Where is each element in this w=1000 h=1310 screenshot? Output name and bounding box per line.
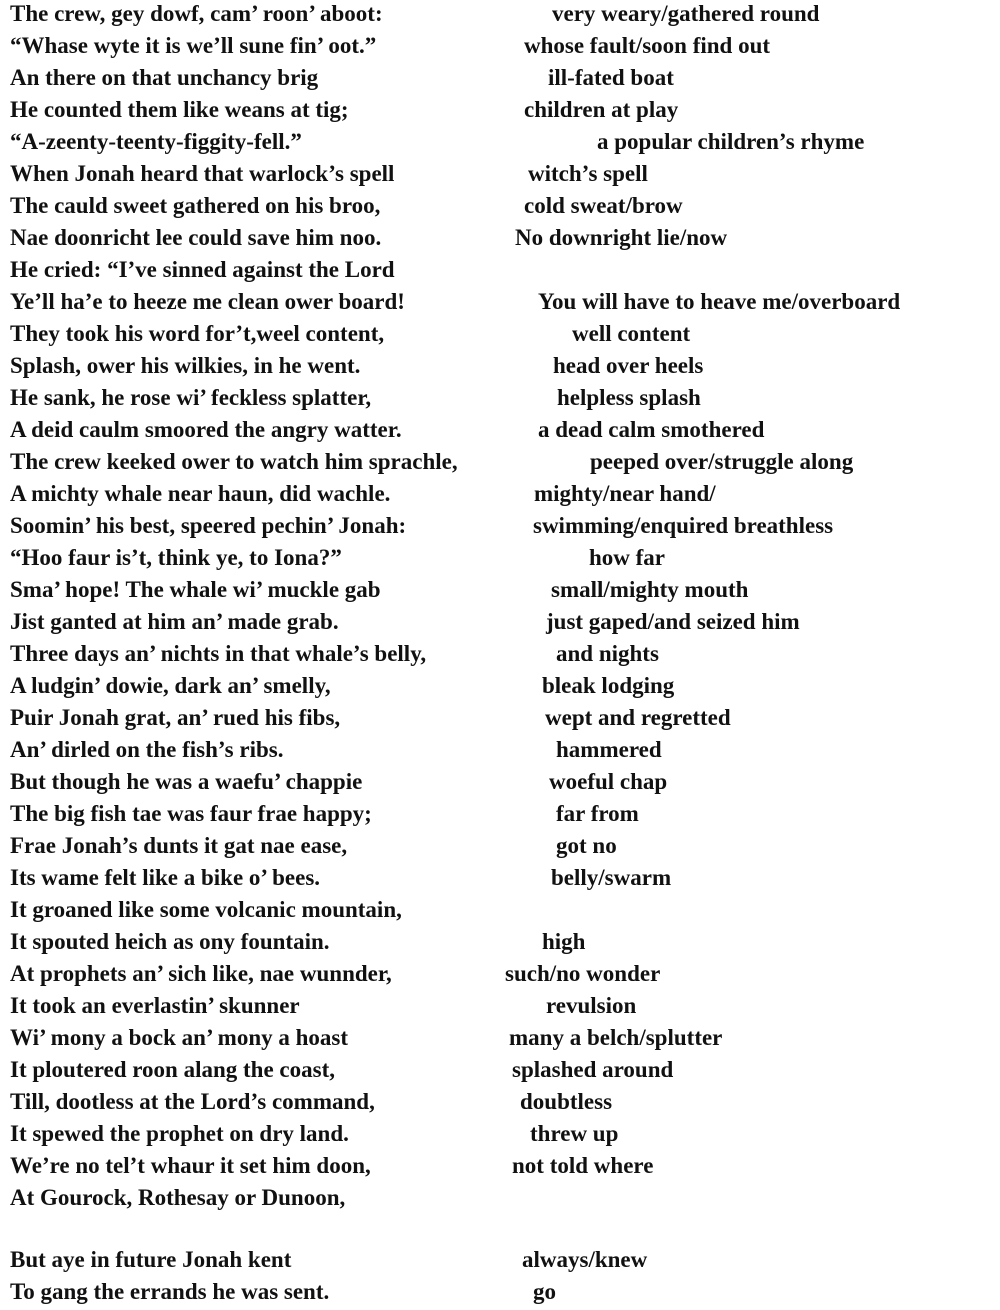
verse-text: Three days an’ nichts in that whale’s belly, xyxy=(10,641,427,666)
verse-text: It spouted heich as ony fountain. xyxy=(10,929,330,954)
poem-line xyxy=(0,768,1000,800)
verse-text: Soomin’ his best, speered pechin’ Jonah: xyxy=(10,513,407,538)
poem-line xyxy=(0,192,1000,224)
verse-text: The cauld sweet gathered on his broo, xyxy=(10,193,381,218)
gloss-text: children at play xyxy=(524,97,679,122)
gloss-text: how far xyxy=(589,545,666,570)
poem-line xyxy=(0,928,1000,960)
verse-text: But aye in future Jonah kent xyxy=(10,1247,292,1272)
poem-line xyxy=(0,128,1000,160)
gloss-text: mighty/near hand/ xyxy=(534,481,716,506)
gloss-text: high xyxy=(542,929,586,954)
poem-line xyxy=(0,896,1000,928)
poem-line xyxy=(0,320,1000,352)
gloss-text: threw up xyxy=(530,1121,619,1146)
gloss-text: woeful chap xyxy=(549,769,668,794)
poem-line xyxy=(0,1120,1000,1152)
verse-text: A michty whale near haun, did wachle. xyxy=(10,481,391,506)
verse-text: Frae Jonah’s dunts it gat nae ease, xyxy=(10,833,348,858)
poem-line xyxy=(0,32,1000,64)
verse-text: The crew, gey dowf, cam’ roon’ aboot: xyxy=(10,1,383,26)
gloss-text: many a belch/splutter xyxy=(509,1025,723,1050)
verse-text: Till, dootless at the Lord’s command, xyxy=(10,1089,375,1114)
poem-line xyxy=(0,992,1000,1024)
verse-text: At Gourock, Rothesay or Dunoon, xyxy=(10,1185,346,1210)
poem-line xyxy=(0,448,1000,480)
poem-line xyxy=(0,736,1000,768)
poem-line xyxy=(0,576,1000,608)
gloss-text: ill-fated boat xyxy=(548,65,674,90)
verse-text: The crew keeked ower to watch him sprachle, xyxy=(10,449,458,474)
poem-line xyxy=(0,480,1000,512)
verse-text: It groaned like some volcanic mountain, xyxy=(10,897,402,922)
poem-line xyxy=(0,1056,1000,1088)
verse-text: “Whase wyte it is we’ll sune fin’ oot.” xyxy=(10,33,377,58)
gloss-text: whose fault/soon find out xyxy=(524,33,771,58)
poem-line xyxy=(0,256,1000,288)
gloss-text: always/knew xyxy=(522,1247,648,1272)
verse-text: Ye’ll ha’e to heeze me clean ower board! xyxy=(10,289,405,314)
gloss-text: and nights xyxy=(556,641,659,666)
gloss-text: wept and regretted xyxy=(545,705,731,730)
gloss-text: such/no wonder xyxy=(505,961,661,986)
verse-text: Sma’ hope! The whale wi’ muckle gab xyxy=(10,577,381,602)
poem-line xyxy=(0,800,1000,832)
poem-line xyxy=(0,704,1000,736)
gloss-text: far from xyxy=(556,801,639,826)
verse-text: Jist ganted at him an’ made grab. xyxy=(10,609,339,634)
gloss-text: revulsion xyxy=(546,993,637,1018)
poem-line xyxy=(0,384,1000,416)
gloss-text: hammered xyxy=(556,737,662,762)
poem-line xyxy=(0,288,1000,320)
verse-text: Its wame felt like a bike o’ bees. xyxy=(10,865,321,890)
verse-text: But though he was a waefu’ chappie xyxy=(10,769,363,794)
verse-text: We’re no tel’t whaur it set him doon, xyxy=(10,1153,371,1178)
poem-line xyxy=(0,832,1000,864)
gloss-text: head over heels xyxy=(553,353,704,378)
gloss-text: doubtless xyxy=(520,1089,613,1114)
verse-text: Splash, ower his wilkies, in he went. xyxy=(10,353,361,378)
poem-line xyxy=(0,224,1000,256)
poem-line xyxy=(0,512,1000,544)
poem-line xyxy=(0,1184,1000,1216)
gloss-text: cold sweat/brow xyxy=(524,193,683,218)
poem-line xyxy=(0,352,1000,384)
verse-text: “Hoo faur is’t, think ye, to Iona?” xyxy=(10,545,342,570)
gloss-text: well content xyxy=(572,321,691,346)
poem-line xyxy=(0,960,1000,992)
verse-text: To gang the errands he was sent. xyxy=(10,1279,330,1304)
verse-text: At prophets an’ sich like, nae wunnder, xyxy=(10,961,392,986)
gloss-text: go xyxy=(533,1279,556,1304)
verse-text: “A-zeenty-teenty-figgity-fell.” xyxy=(10,129,302,154)
verse-text: He counted them like weans at tig; xyxy=(10,97,349,122)
gloss-text: helpless splash xyxy=(557,385,701,410)
gloss-text: bleak lodging xyxy=(542,673,675,698)
poem-line xyxy=(0,1024,1000,1056)
gloss-text: belly/swarm xyxy=(551,865,672,890)
gloss-text: witch’s spell xyxy=(528,161,648,186)
poem-line xyxy=(0,1088,1000,1120)
poem-line xyxy=(0,1152,1000,1184)
poem-line xyxy=(0,640,1000,672)
poem-line xyxy=(0,544,1000,576)
poem-line xyxy=(0,1278,1000,1310)
gloss-text: swimming/enquired breathless xyxy=(533,513,834,538)
verse-text: It ploutered roon alang the coast, xyxy=(10,1057,335,1082)
verse-text: Wi’ mony a bock an’ mony a hoast xyxy=(10,1025,349,1050)
poem-line xyxy=(0,0,1000,32)
verse-text: When Jonah heard that warlock’s spell xyxy=(10,161,395,186)
gloss-text: peeped over/struggle along xyxy=(590,449,854,474)
verse-text: The big fish tae was faur frae happy; xyxy=(10,801,372,826)
poem-line xyxy=(0,1246,1000,1278)
gloss-text: small/mighty mouth xyxy=(551,577,749,602)
gloss-text: a popular children’s rhyme xyxy=(597,129,865,154)
poem-line xyxy=(0,608,1000,640)
gloss-text: You will have to heave me/overboard xyxy=(538,289,901,314)
verse-text: A deid caulm smoored the angry watter. xyxy=(10,417,402,442)
poem-line xyxy=(0,96,1000,128)
verse-text: Nae doonricht lee could save him noo. xyxy=(10,225,382,250)
gloss-text: No downright lie/now xyxy=(515,225,728,250)
poem-line xyxy=(0,416,1000,448)
verse-text: A ludgin’ dowie, dark an’ smelly, xyxy=(10,673,331,698)
gloss-text: just gaped/and seized him xyxy=(546,609,800,634)
verse-text: It spewed the prophet on dry land. xyxy=(10,1121,349,1146)
verse-text: It took an everlastin’ skunner xyxy=(10,993,300,1018)
poem-line xyxy=(0,672,1000,704)
poem-line xyxy=(0,64,1000,96)
verse-text: They took his word for’t,weel content, xyxy=(10,321,385,346)
poem-line xyxy=(0,864,1000,896)
poem-line xyxy=(0,160,1000,192)
verse-text: Puir Jonah grat, an’ rued his fibs, xyxy=(10,705,341,730)
gloss-text: splashed around xyxy=(512,1057,674,1082)
verse-text: An there on that unchancy brig xyxy=(10,65,319,90)
gloss-text: not told where xyxy=(512,1153,654,1178)
gloss-text: got no xyxy=(556,833,617,858)
gloss-text: very weary/gathered round xyxy=(552,1,820,26)
verse-text: He cried: “I’ve sinned against the Lord xyxy=(10,257,395,282)
gloss-text: a dead calm smothered xyxy=(538,417,765,442)
verse-text: He sank, he rose wi’ feckless splatter, xyxy=(10,385,372,410)
verse-text: An’ dirled on the fish’s ribs. xyxy=(10,737,284,762)
